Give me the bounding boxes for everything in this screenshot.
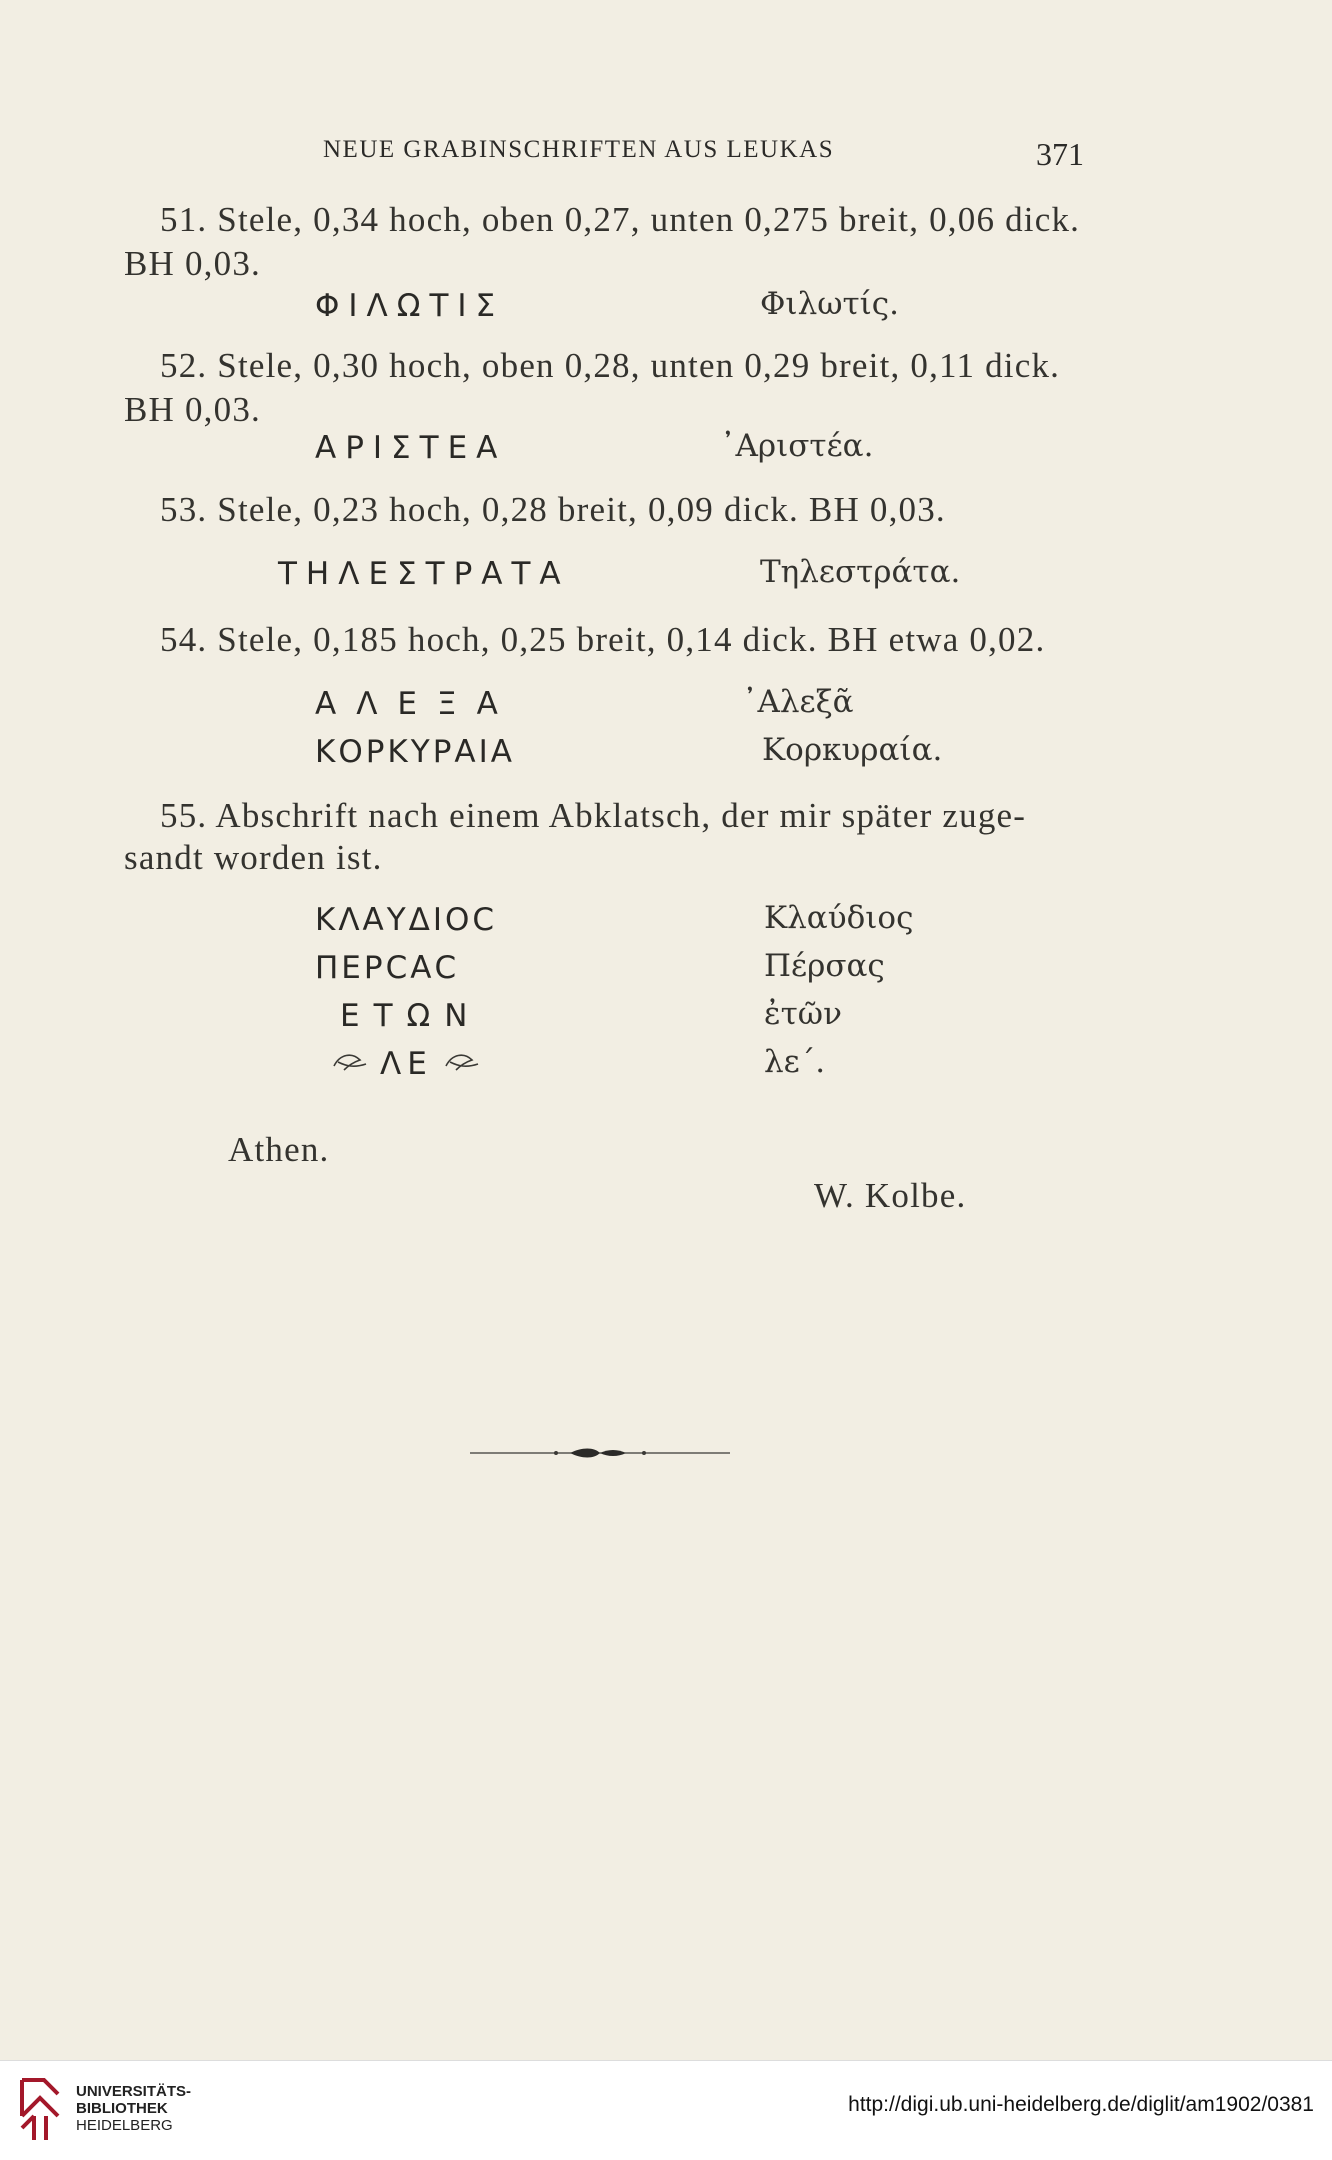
entry-52-line1: 52. Stele, 0,30 hoch, oben 0,28, unten 0,29 breit, 0,11 dick. [160,346,1061,385]
entry-52-transcription: ᾿Αριστέα. [720,428,874,464]
entry-54-transcription-1: ᾿Αλεξᾶ [742,684,854,720]
closing-place: Athen. [228,1130,330,1169]
library-logo-text [76,2083,191,2134]
divider-ornament [470,1443,730,1463]
entry-53-transcription: Τηλεστράτα. [760,554,961,590]
entry-55-transcription-1: Κλαύδιος [764,900,914,936]
entry-53-inscription: ΤΗΛΕΣΤΡΑΤΑ [278,556,570,592]
entry-55-inscription-2: ΠΕΡϹΑϹ [315,950,460,986]
entry-55-line2: sandt worden ist. [124,838,383,877]
logo-line-2: BIBLIOTHEK [76,2100,168,2117]
entry-53-line1: 53. Stele, 0,23 hoch, 0,28 breit, 0,09 dick. BH 0,03. [160,490,946,529]
entry-55-transcription-4: λε΄. [764,1044,826,1080]
entry-55-inscription-3: ΕΤΩΝ [340,998,482,1034]
entry-54-inscription-2: ΚΟΡΚΥΡΑΙΑ [315,734,515,770]
entry-51-line2: BH 0,03. [124,244,261,283]
entry-51-transcription: Φιλωτίς. [760,286,900,322]
entry-55-transcription-2: Πέρσας [764,948,885,984]
entry-51-inscription: ΦΙΛΩΤΙΣ [315,288,505,324]
entry-55-inscription-4: ΛΕ [380,1046,433,1082]
entry-55-inscription-1: ΚΛΑΥΔΙΟϹ [315,902,498,938]
logo-line-1: UNIVERSITÄTS- [76,2083,192,2100]
hedera-leaf-icon [330,1046,370,1074]
running-header: NEUE GRABINSCHRIFTEN AUS LEUKAS [323,136,835,163]
entry-54-transcription-2: Κορκυραία. [762,732,943,768]
entry-52-line2: BH 0,03. [124,390,261,429]
page-number: 371 [1036,136,1084,172]
ub-heidelberg-logo-icon [14,2072,64,2148]
entry-52-inscription: ΑΡΙΣΤΕΑ [315,430,507,466]
logo-line-3: HEIDELBERG [76,2117,173,2134]
entry-51-line1: 51. Stele, 0,34 hoch, oben 0,27, unten 0,275 breit, 0,06 dick. [160,200,1081,239]
document-url-link[interactable]: http://digi.ub.uni-heidelberg.de/diglit/am1902/0381 [848,2093,1314,2116]
closing-author: W. Kolbe. [814,1176,967,1215]
entry-54-inscription-1: ΑΛΕΞΑ [315,686,518,722]
entry-55-transcription-3: ἐτῶν [764,996,842,1032]
hedera-leaf-icon [442,1046,482,1074]
entry-54-line1: 54. Stele, 0,185 hoch, 0,25 breit, 0,14 dick. BH etwa 0,02. [160,620,1046,659]
entry-55-line1: 55. Abschrift nach einem Abklatsch, der mir später zuge- [160,796,1027,835]
